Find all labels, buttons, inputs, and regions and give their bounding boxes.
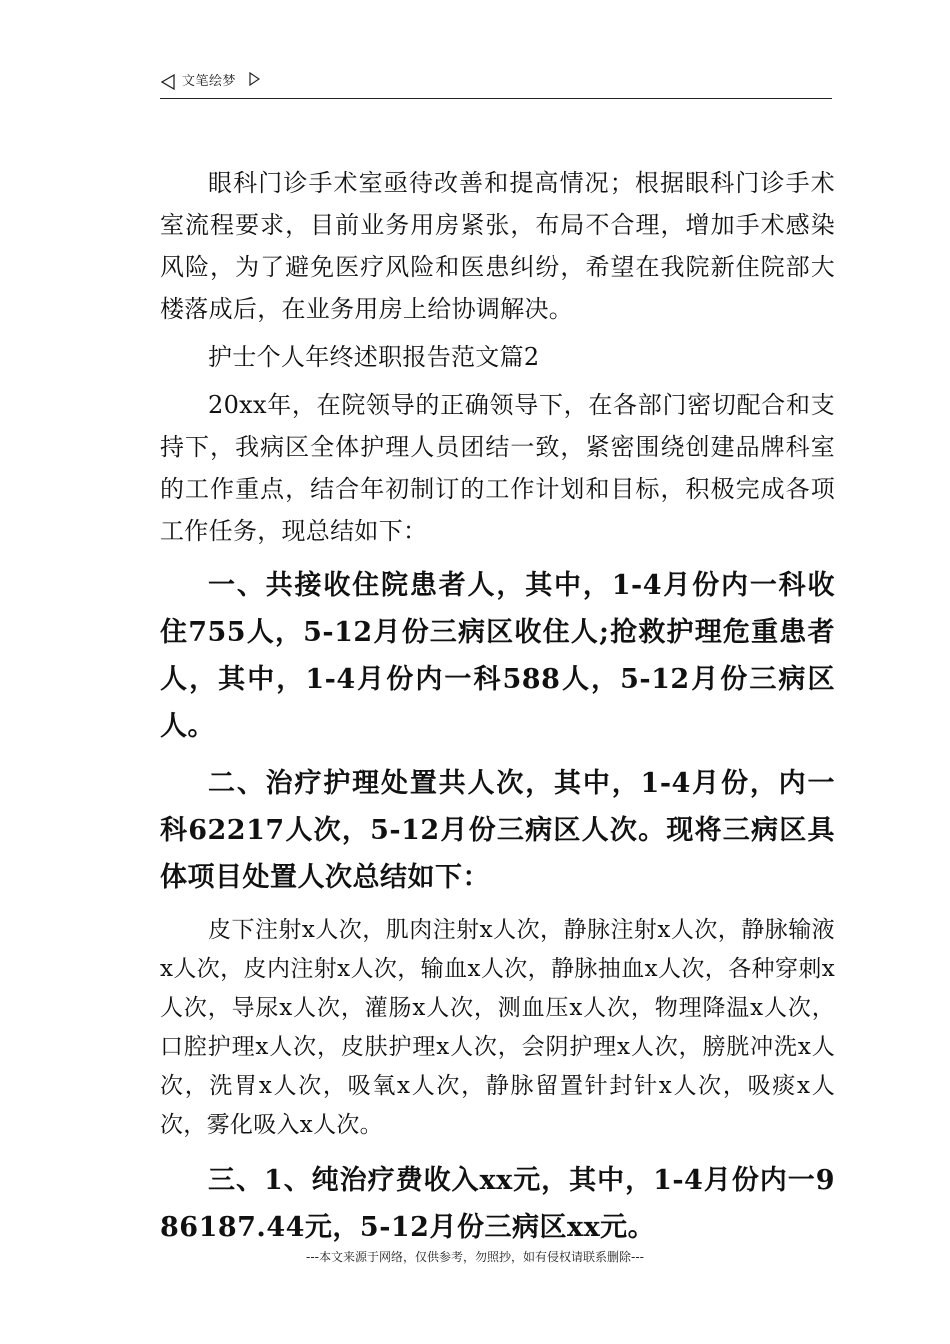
page-header	[160, 70, 832, 99]
brand-name: 文笔绘梦	[182, 74, 237, 89]
paragraph-eye-clinic: 眼科门诊手术室亟待改善和提高情况；根据眼科门诊手术室流程要求，目前业务用房紧张，布局不合理，增加手术感染风险，为了避免医疗风险和医患纠纷，希望在我院新住院部大楼落成后，在业务用房上给协调解决。	[160, 169, 835, 323]
paragraph-point-three: 三、1、纯治疗费收入xx元，其中，1-4月份内一986187.44元，5-12月份三病区xx元。	[160, 1165, 835, 1243]
paragraph-point-one: 一、共接收住院患者人，其中，1-4月份内一科收住755人，5-12月份三病区收住人;抢救护理危重患者人，其中，1-4月份内一科588人，5-12月份三病区人。	[160, 570, 835, 742]
triangle-left-icon	[160, 74, 176, 90]
section-title: 护士个人年终述职报告范文篇2	[208, 343, 540, 371]
paragraph-point-two: 二、治疗护理处置共人次，其中，1-4月份，内一科62217人次，5-12月份三病区人次。现将三病区具体项目处置人次总结如下：	[160, 768, 835, 893]
paragraph-intro: 20xx年，在院领导的正确领导下，在各部门密切配合和支持下，我病区全体护理人员团结一致，紧密围绕创建品牌科室的工作重点，结合年初制订的工作计划和目标，积极完成各项工作任务，现总结如下：	[160, 391, 835, 545]
footer-disclaimer: ---本文来源于网络，仅供参考，勿照抄，如有侵权请联系删除---	[306, 1250, 644, 1264]
triangle-right-icon	[248, 72, 260, 86]
document-body	[160, 162, 835, 1251]
paragraph-procedure-list: 皮下注射x人次，肌肉注射x人次，静脉注射x人次，静脉输液x人次，皮内注射x人次，输血x人次，静脉抽血x人次，各种穿刺x人次，导尿x人次，灌肠x人次，测血压x人次，物理降温x人次，口腔护理x人次，皮肤护理x人次，会阴护理x人次，膀胱冲洗x人次，洗胃x人次，吸氧x人次，静脉留置针封针x人次，吸痰x人次，雾化吸入x人次。	[160, 917, 835, 1138]
